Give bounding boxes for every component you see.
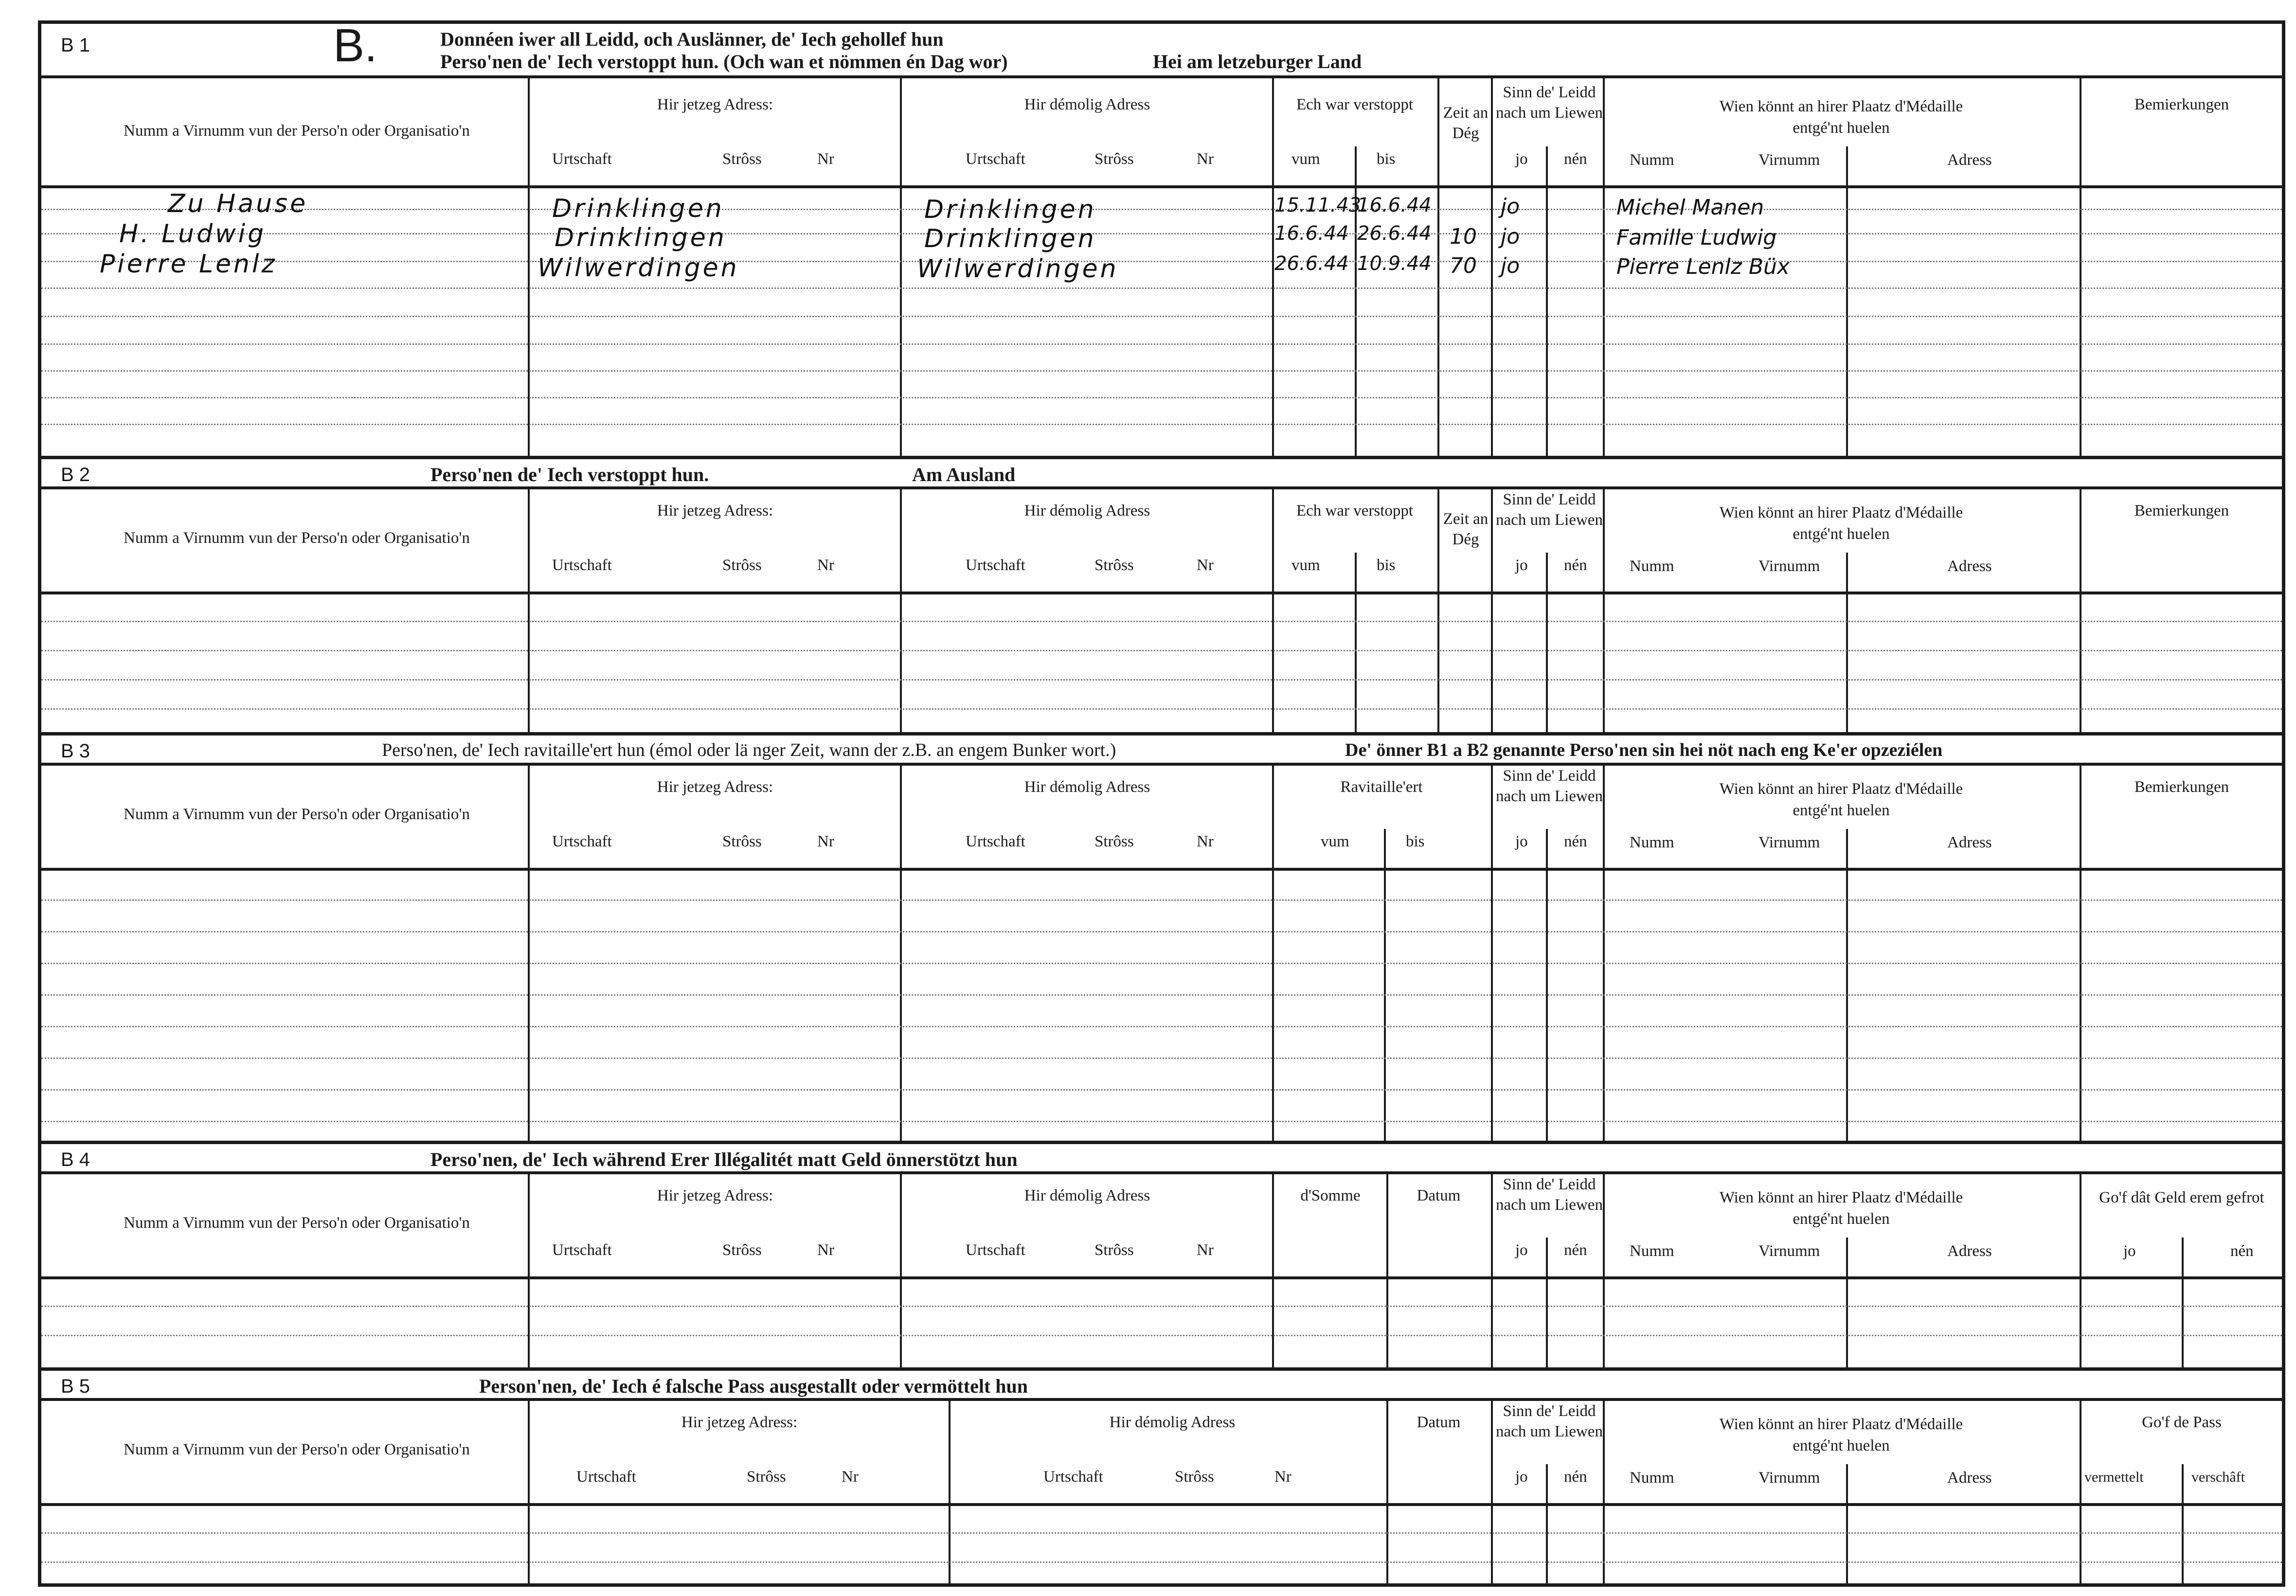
col-header-virnumm: Virnumm — [1758, 1242, 1820, 1260]
col-header-previous-address: Hir démolig Adress — [1024, 96, 1150, 113]
col-header-current-address: Hir jetzeg Adress: — [657, 502, 773, 520]
col-header-stross: Strôss — [722, 1241, 762, 1259]
entry-bis: 10.9.44 — [1357, 252, 1432, 275]
col-header-verschaft: verschâft — [2191, 1469, 2245, 1485]
entry-current-address: Drinklingen — [555, 223, 727, 252]
form-page-b — [38, 20, 2285, 1587]
entry-vum: 16.6.44 — [1274, 222, 1349, 245]
col-header-urtschaft: Urtschaft — [552, 1241, 612, 1259]
col-header-stross: Strôss — [722, 556, 762, 574]
col-header-sinn: Sinn de' Leidd nach um Liewen — [1496, 1402, 1603, 1440]
col-header-previous-address: Hir démolig Adress — [1024, 1187, 1150, 1204]
col-header-nr: Nr — [817, 1241, 834, 1259]
table-b1 — [41, 78, 2282, 456]
col-header-hidden: Ech war verstoppt — [1296, 502, 1414, 520]
col-header-previous-address: Hir démolig Adress — [1024, 778, 1150, 796]
col-header-name: Numm a Virnumm vun der Perso'n oder Organisatio'n — [124, 1441, 470, 1458]
entry-days: 10 — [1450, 224, 1477, 249]
entry-vum: 26.6.44 — [1274, 252, 1349, 275]
col-header-zeit: Zeit an Dég — [1443, 510, 1489, 548]
section-title: Perso'nen de' Iech verstoppt hun. — [430, 464, 709, 485]
col-header-numm: Numm — [1630, 834, 1674, 851]
col-header-urtschaft: Urtschaft — [552, 556, 612, 574]
col-header-current-address: Hir jetzeg Adress: — [657, 1187, 773, 1204]
col-header-urtschaft: Urtschaft — [552, 833, 612, 850]
section-b4 — [41, 1141, 2282, 1367]
table-b3 — [41, 766, 2282, 1144]
col-header-name: Numm a Virnumm vun der Perso'n oder Organisatio'n — [124, 529, 470, 547]
col-header-nr: Nr — [817, 150, 834, 168]
section-code: B 2 — [61, 464, 90, 485]
col-header-adress: Adress — [1947, 151, 1992, 169]
section-letter: B. — [333, 19, 377, 72]
col-header-vum: vum — [1292, 150, 1320, 168]
col-header-virnumm: Virnumm — [1758, 151, 1820, 169]
entry-jo: jo — [1501, 253, 1520, 278]
col-header-stross: Strôss — [1175, 1468, 1214, 1486]
section-b5 — [41, 1367, 2282, 1583]
entry-previous-address: Drinklingen — [924, 224, 1096, 253]
col-header-stross: Strôss — [1094, 556, 1134, 574]
col-header-ravitaille: Ravitaille'ert — [1340, 778, 1423, 796]
entry-name: H. Ludwig — [119, 219, 267, 249]
entry-days: 70 — [1450, 253, 1477, 278]
entry-previous-address: Drinklingen — [924, 195, 1096, 224]
entry-medal-name: Famille Ludwig — [1616, 225, 1777, 250]
entry-name: Zu Hause — [168, 189, 308, 218]
col-header-virnumm: Virnumm — [1758, 834, 1820, 851]
section-title: Person'nen, de' Iech é falsche Pass ausgestallt oder vermöttelt hun — [479, 1375, 1028, 1397]
col-header-stross: Strôss — [1094, 150, 1134, 168]
section-title-location: Hei am letzeburger Land — [1153, 51, 1362, 72]
col-header-nr: Nr — [817, 833, 834, 850]
col-header-bis: bis — [1377, 150, 1396, 168]
col-header-urtschaft: Urtschaft — [552, 150, 612, 168]
col-header-nr: Nr — [817, 556, 834, 574]
section-code: B 4 — [61, 1149, 90, 1170]
entry-medal-name: Michel Manen — [1616, 195, 1764, 220]
col-header-hidden: Ech war verstoppt — [1296, 96, 1414, 113]
col-header-pass: Go'f de Pass — [2142, 1414, 2222, 1431]
col-header-nr: Nr — [1197, 1241, 1214, 1259]
entry-bis: 16.6.44 — [1357, 194, 1432, 216]
col-header-name: Numm a Virnumm vun der Perso'n oder Organisatio'n — [124, 122, 470, 140]
section-title: Perso'nen, de' Iech während Erer Illégalitét matt Geld önnerstötzt hun — [430, 1148, 1018, 1170]
col-header-urtschaft: Urtschaft — [966, 556, 1025, 574]
col-header-medal: Wien könnt an hirer Plaatz d'Médaille entgé'nt huelen — [1719, 1416, 1963, 1454]
col-header-vermettelt: vermettelt — [2084, 1469, 2144, 1485]
section-b3-title-bar — [41, 735, 2282, 766]
col-header-numm: Numm — [1630, 1469, 1674, 1487]
col-header-stross: Strôss — [1094, 833, 1134, 850]
col-header-sinn: Sinn de' Leidd nach um Liewen — [1496, 84, 1603, 122]
col-header-bis: bis — [1406, 833, 1425, 850]
col-header-jo: jo — [1515, 833, 1528, 850]
table-b5 — [41, 1401, 2282, 1587]
col-header-name: Numm a Virnumm vun der Perso'n oder Organisatio'n — [124, 806, 470, 823]
col-header-numm: Numm — [1630, 1242, 1674, 1260]
col-header-urtschaft: Urtschaft — [1043, 1468, 1103, 1486]
col-header-jo: jo — [1515, 1241, 1528, 1259]
col-header-nr: Nr — [1197, 833, 1214, 850]
col-header-medal: Wien könnt an hirer Plaatz d'Médaille entgé'nt huelen — [1719, 98, 1963, 137]
col-header-numm: Numm — [1630, 557, 1674, 575]
section-b1-title-bar — [41, 19, 2282, 78]
col-header-stross: Strôss — [722, 150, 762, 168]
section-b2-title-bar — [41, 459, 2282, 489]
col-header-stross: Strôss — [1094, 1241, 1134, 1259]
col-header-previous-address: Hir démolig Adress — [1109, 1414, 1236, 1431]
col-header-sinn: Sinn de' Leidd nach um Liewen — [1496, 491, 1603, 529]
section-title-location: Am Ausland — [912, 464, 1016, 485]
col-header-nr: Nr — [1197, 150, 1214, 168]
col-header-nen: nén — [1564, 833, 1587, 850]
col-header-bis: bis — [1377, 556, 1396, 574]
col-header-current-address: Hir jetzeg Adress: — [681, 1414, 798, 1431]
col-header-urtschaft: Urtschaft — [576, 1468, 636, 1486]
col-header-adress: Adress — [1947, 557, 1992, 575]
entry-current-address: Wilwerdingen — [538, 253, 739, 283]
section-code: B 5 — [61, 1376, 90, 1397]
col-header-vum: vum — [1321, 833, 1349, 850]
col-header-stross: Strôss — [747, 1468, 786, 1486]
col-header-current-address: Hir jetzeg Adress: — [657, 778, 773, 796]
col-header-nen: nén — [1564, 150, 1587, 168]
col-header-urtschaft: Urtschaft — [966, 833, 1025, 850]
entry-current-address: Drinklingen — [552, 194, 724, 223]
col-header-nen: nén — [1564, 1468, 1587, 1486]
col-header-nr: Nr — [1197, 556, 1214, 574]
col-header-zeit: Zeit an Dég — [1443, 104, 1489, 142]
table-b4 — [41, 1174, 2282, 1371]
col-header-remarks: Bemierkungen — [2134, 778, 2229, 796]
col-header-datum: Datum — [1417, 1187, 1461, 1204]
col-header-adress: Adress — [1947, 834, 1992, 851]
section-b1 — [41, 19, 2282, 456]
col-header-current-address: Hir jetzeg Adress: — [657, 96, 773, 113]
col-header-geld: Go'f dât Geld erem gefrot — [2099, 1189, 2264, 1206]
section-b5-title-bar — [41, 1371, 2282, 1401]
col-header-jo: jo — [1515, 556, 1528, 574]
col-header-jo: jo — [1515, 150, 1528, 168]
entry-jo: jo — [1501, 194, 1520, 219]
table-b2 — [41, 489, 2282, 735]
col-header-numm: Numm — [1630, 151, 1674, 169]
col-header-nen: nén — [2230, 1242, 2254, 1260]
col-header-vum: vum — [1292, 556, 1320, 574]
section-title: Perso'nen de' Iech verstoppt hun. (Och wan et nömmen én Dag wor) — [440, 51, 1008, 72]
col-header-virnumm: Virnumm — [1758, 557, 1820, 575]
col-header-nen: nén — [1564, 1241, 1587, 1259]
section-code: B 1 — [61, 35, 90, 56]
col-header-nen: nén — [1564, 556, 1587, 574]
section-b3 — [41, 732, 2282, 1141]
col-header-adress: Adress — [1947, 1469, 1992, 1487]
col-header-sinn: Sinn de' Leidd nach um Liewen — [1496, 767, 1603, 805]
col-header-medal: Wien könnt an hirer Plaatz d'Médaille entgé'nt huelen — [1719, 504, 1963, 543]
entry-previous-address: Wilwerdingen — [917, 254, 1119, 284]
col-header-remarks: Bemierkungen — [2134, 502, 2229, 520]
col-header-adress: Adress — [1947, 1242, 1992, 1260]
entry-bis: 26.6.44 — [1357, 222, 1432, 245]
entry-medal-name: Pierre Lenlz Büx — [1616, 254, 1790, 279]
col-header-jo: jo — [2123, 1242, 2136, 1260]
section-title-note: De' önner B1 a B2 genannte Perso'nen sin hei nöt nach eng Ke'er opzeziélen — [1345, 740, 1943, 760]
col-header-remarks: Bemierkungen — [2134, 96, 2229, 113]
col-header-datum: Datum — [1417, 1414, 1461, 1431]
col-header-urtschaft: Urtschaft — [966, 1241, 1025, 1259]
col-header-urtschaft: Urtschaft — [966, 150, 1025, 168]
entry-jo: jo — [1501, 224, 1520, 249]
section-code: B 3 — [61, 740, 90, 762]
col-header-sinn: Sinn de' Leidd nach um Liewen — [1496, 1176, 1603, 1214]
col-header-stross: Strôss — [722, 833, 762, 850]
col-header-previous-address: Hir démolig Adress — [1024, 502, 1150, 520]
entry-vum: 15.11.43 — [1274, 194, 1362, 216]
col-header-jo: jo — [1515, 1468, 1528, 1486]
col-header-somme: d'Somme — [1300, 1187, 1361, 1204]
col-header-nr: Nr — [842, 1468, 859, 1486]
col-header-virnumm: Virnumm — [1758, 1469, 1820, 1487]
section-title: Donnéen iwer all Leidd, och Auslänner, de' Iech gehollef hun — [440, 28, 944, 50]
entry-name: Pierre Lenlz — [100, 250, 277, 279]
col-header-medal: Wien könnt an hirer Plaatz d'Médaille entgé'nt huelen — [1719, 1189, 1963, 1228]
section-b4-title-bar — [41, 1144, 2282, 1174]
col-header-medal: Wien könnt an hirer Plaatz d'Médaille entgé'nt huelen — [1719, 780, 1963, 819]
col-header-nr: Nr — [1274, 1468, 1292, 1486]
section-b2 — [41, 456, 2282, 732]
col-header-name: Numm a Virnumm vun der Perso'n oder Organisatio'n — [124, 1214, 470, 1232]
section-title: Perso'nen, de' Iech ravitaille'ert hun (émol oder lä nger Zeit, wann der z.B. an engem Bunker wort.) — [382, 740, 1116, 760]
